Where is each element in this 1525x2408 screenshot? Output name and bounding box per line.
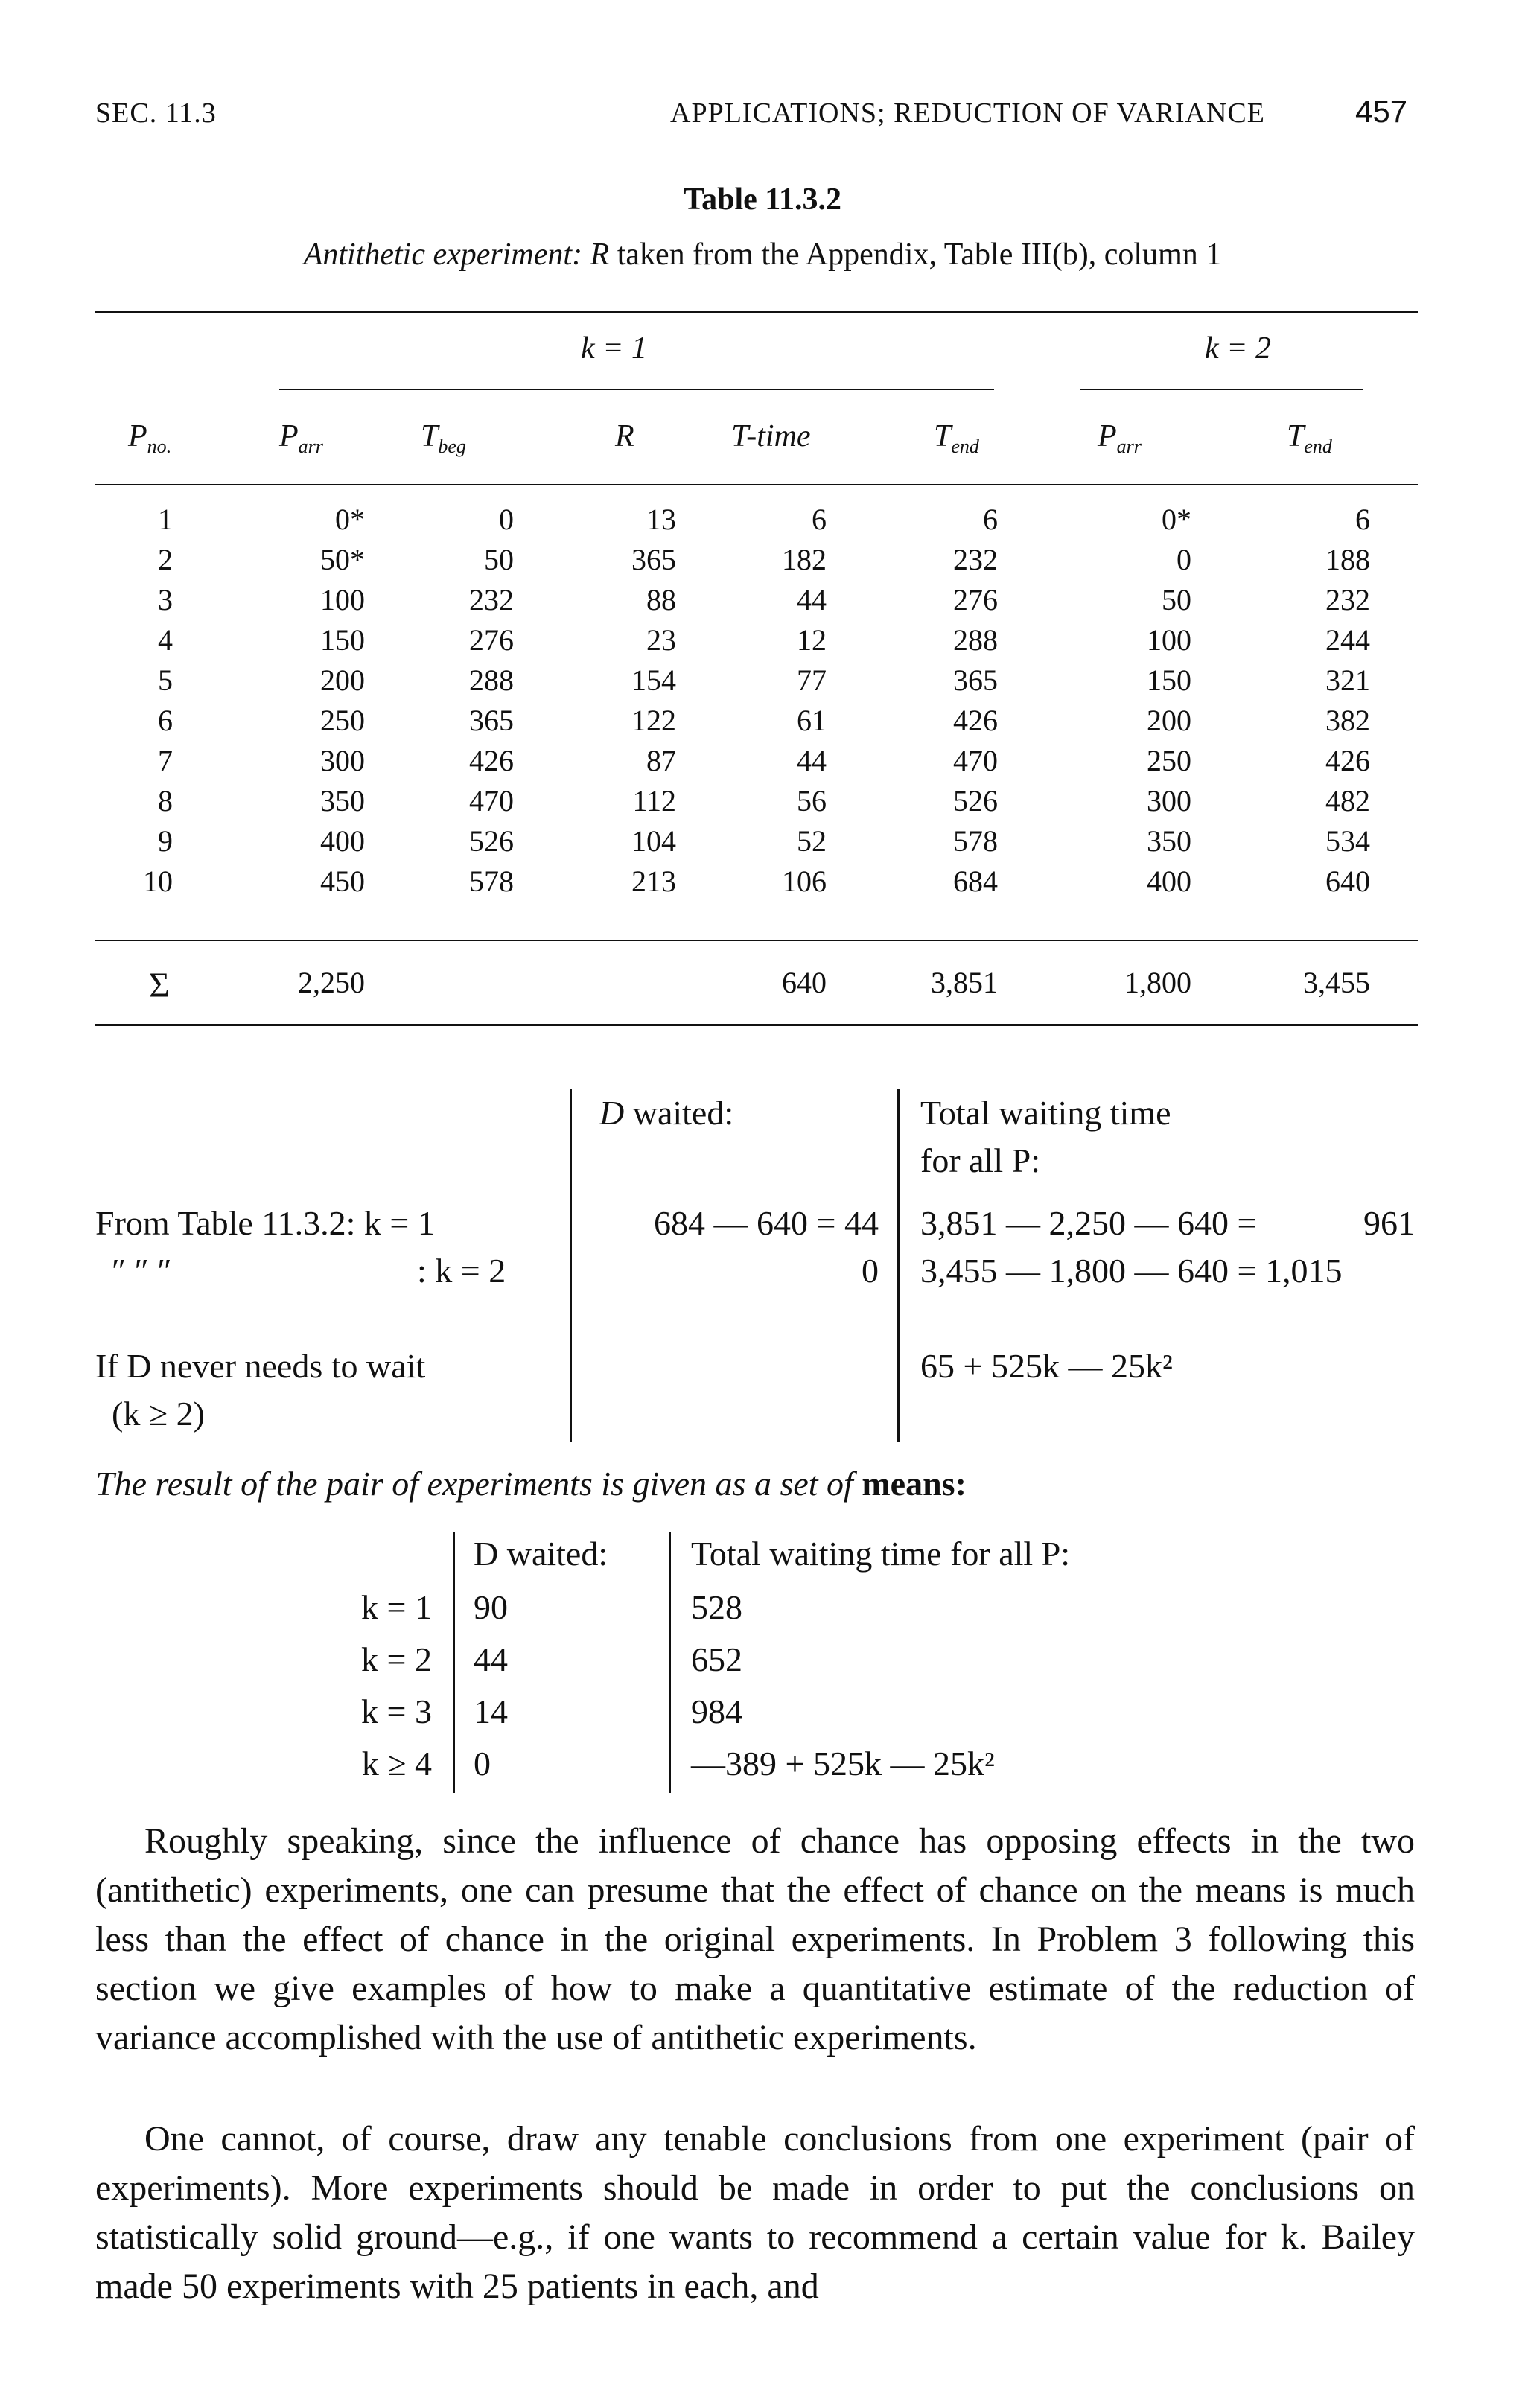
col-header-tend: $T_{end}$ — [934, 419, 979, 458]
means-k-label: k ≥ 4 — [361, 1745, 432, 1783]
table-cell: 106 — [782, 864, 827, 898]
table-cell: 400 — [1147, 864, 1191, 898]
table-top-rule — [95, 311, 1418, 313]
table-cell: 6 — [812, 503, 827, 536]
table-cell: 321 — [1325, 663, 1370, 697]
k1-group-rule — [279, 389, 994, 390]
table-cell: 2 — [158, 543, 173, 576]
table-cell: 526 — [953, 784, 998, 818]
means-total-header: Total waiting time for all P: — [691, 1535, 1071, 1573]
table-cell: 276 — [469, 623, 514, 657]
table-cell: 300 — [320, 744, 365, 777]
table-cell: 382 — [1325, 704, 1370, 737]
table-cell: 482 — [1325, 784, 1370, 818]
table-cell: 3 — [158, 583, 173, 617]
means-divider-1 — [453, 1532, 455, 1793]
paragraph-1: Roughly speaking, since the influence of chance has opposing effects in the two (antithetic) experiments, one can presume that the effect of chance on the means is much less than the effect of chance in the original experiments. In Problem 3 following this section we give examples of how to make a quantitative estimate of the reduction of variance accomplished with the use of antithetic experiments. — [95, 1821, 1415, 2057]
means-d-value: 14 — [474, 1692, 508, 1730]
table-cell: 13 — [646, 503, 676, 536]
col-header-ttime: T-time — [731, 419, 811, 453]
table-cell: 6 — [983, 503, 998, 536]
means-total-value: —389 + 525k — 25k² — [691, 1745, 995, 1783]
table-cell: 112 — [632, 784, 676, 818]
table-cell: 288 — [469, 663, 514, 697]
table-cell: 87 — [646, 744, 676, 777]
table-cell: 9 — [158, 824, 173, 858]
table-cell: 365 — [953, 663, 998, 697]
table-cell: 400 — [320, 824, 365, 858]
means-total-value: 652 — [691, 1640, 742, 1678]
group-header-k1: k = 1 — [581, 331, 647, 366]
table-cell: 534 — [1325, 824, 1370, 858]
group-header-k2: k = 2 — [1205, 331, 1271, 366]
table-cell: 232 — [953, 543, 998, 576]
means-d-value: 90 — [474, 1588, 508, 1626]
k2-group-rule — [1080, 389, 1363, 390]
table-cell: 182 — [782, 543, 827, 576]
table-caption: Antithetic experiment: R taken from the Appendix, Table III(b), column 1 — [303, 238, 1222, 272]
comparison-divider-2 — [897, 1089, 900, 1442]
table-cell: 61 — [797, 704, 827, 737]
sum-parr: 2,250 — [298, 966, 365, 999]
total-header-line1: Total waiting time — [920, 1094, 1171, 1132]
col-header-tend-k2: $T_{end}$ — [1287, 419, 1332, 458]
table-cell: 188 — [1325, 543, 1370, 576]
table-cell: 365 — [469, 704, 514, 737]
table-cell: 50* — [320, 543, 365, 576]
table-cell: 684 — [953, 864, 998, 898]
table-cell: 250 — [1147, 744, 1191, 777]
col-header-pno: $P_{no.}$ — [128, 419, 172, 458]
page-number: 457 — [1355, 94, 1408, 129]
table-cell: 200 — [320, 663, 365, 697]
table-cell: 6 — [158, 704, 173, 737]
comparison-row2-total: 3,455 — 1,800 — 640 = 1,015 — [920, 1252, 1343, 1290]
means-d-value: 44 — [474, 1640, 508, 1678]
means-d-header: D waited: — [474, 1535, 608, 1573]
table-cell: 276 — [953, 583, 998, 617]
sum-ttime: 640 — [782, 966, 827, 999]
table-cell: 1 — [158, 503, 173, 536]
table-cell: 100 — [1147, 623, 1191, 657]
comparison-row1-d: 684 — 640 = 44 — [654, 1204, 879, 1242]
means-k-label: k = 2 — [361, 1640, 432, 1678]
col-header-parr-k2: $P_{arr}$ — [1098, 419, 1142, 458]
table-cell: 44 — [797, 744, 827, 777]
table-cell: 526 — [469, 824, 514, 858]
table-cell: 578 — [469, 864, 514, 898]
comparison-row1-total: 3,851 — 2,250 — 640 = — [920, 1204, 1257, 1242]
table-bottom-rule — [95, 1024, 1418, 1026]
ditto-marks: ″ ″ ″ — [112, 1252, 172, 1290]
means-d-value: 0 — [474, 1745, 491, 1783]
table-cell: 122 — [631, 704, 676, 737]
table-cell: 250 — [320, 704, 365, 737]
table-cell: 350 — [1147, 824, 1191, 858]
table-cell: 300 — [1147, 784, 1191, 818]
table-cell: 350 — [320, 784, 365, 818]
table-cell: 200 — [1147, 704, 1191, 737]
table-cell: 44 — [797, 583, 827, 617]
comparison-row3-label-line1: If D never needs to wait — [95, 1347, 426, 1385]
table-cell: 52 — [797, 824, 827, 858]
table-cell: 232 — [469, 583, 514, 617]
table-cell: 8 — [158, 784, 173, 818]
table-cell: 450 — [320, 864, 365, 898]
sum-tend: 3,851 — [931, 966, 998, 999]
table-cell: 0 — [499, 503, 514, 536]
header-bottom-rule — [95, 484, 1418, 485]
sum-parr-k2: 1,800 — [1124, 966, 1191, 999]
table-cell: 4 — [158, 623, 173, 657]
table-cell: 100 — [320, 583, 365, 617]
col-header-tbeg: $T_{beg}$ — [421, 419, 466, 458]
table-cell: 470 — [469, 784, 514, 818]
table-cell: 5 — [158, 663, 173, 697]
means-total-value: 984 — [691, 1692, 742, 1730]
table-cell: 7 — [158, 744, 173, 777]
comparison-row3-label-line2: (k ≥ 2) — [112, 1395, 205, 1433]
means-k-label: k = 3 — [361, 1692, 432, 1730]
running-title: APPLICATIONS; REDUCTION OF VARIANCE — [670, 98, 1265, 129]
table-cell: 426 — [469, 744, 514, 777]
table-cell: 77 — [797, 663, 827, 697]
table-cell: 12 — [797, 623, 827, 657]
body-bottom-rule — [95, 940, 1418, 941]
sum-symbol: Σ — [149, 966, 170, 1005]
sum-tend-k2: 3,455 — [1303, 966, 1370, 999]
table-cell: 10 — [143, 864, 173, 898]
table-cell: 0 — [1177, 543, 1191, 576]
table-cell: 50 — [1162, 583, 1191, 617]
table-cell: 0* — [335, 503, 365, 536]
table-cell: 426 — [953, 704, 998, 737]
result-line: The result of the pair of experiments is given as a set of means: — [95, 1465, 967, 1503]
table-cell: 150 — [1147, 663, 1191, 697]
col-header-r: R — [615, 419, 634, 453]
table-cell: 426 — [1325, 744, 1370, 777]
comparison-row2-d: 0 — [862, 1252, 879, 1290]
table-cell: 640 — [1325, 864, 1370, 898]
paragraph-2: One cannot, of course, draw any tenable conclusions from one experiment (pair of experiments). More experiments should be made in order to put the conclusions on statistically solid ground—e.g., if one wants to recommend a certain value for k. Bailey made 50 experiments with 25 patients in each, and — [95, 2119, 1415, 2306]
means-total-value: 528 — [691, 1588, 742, 1626]
table-cell: 104 — [631, 824, 676, 858]
col-header-parr: $P_{arr}$ — [279, 419, 323, 458]
comparison-divider-1 — [570, 1089, 572, 1442]
table-title: Table 11.3.2 — [683, 182, 841, 217]
comparison-row1-label: From Table 11.3.2: k = 1 — [95, 1204, 435, 1242]
table-cell: 50 — [484, 543, 514, 576]
table-cell: 365 — [631, 543, 676, 576]
d-waited-header: D waited: — [599, 1094, 734, 1132]
means-divider-2 — [669, 1532, 671, 1793]
table-cell: 213 — [631, 864, 676, 898]
comparison-row1-total-value: 961 — [1363, 1204, 1415, 1242]
section-label: SEC. 11.3 — [95, 98, 217, 129]
table-cell: 150 — [320, 623, 365, 657]
table-cell: 232 — [1325, 583, 1370, 617]
means-k-label: k = 1 — [361, 1588, 432, 1626]
table-cell: 23 — [646, 623, 676, 657]
table-cell: 56 — [797, 784, 827, 818]
table-cell: 0* — [1162, 503, 1191, 536]
comparison-row3-total: 65 + 525k — 25k² — [920, 1347, 1173, 1385]
comparison-row2-label: : k = 2 — [417, 1252, 506, 1290]
table-cell: 288 — [953, 623, 998, 657]
total-header-line2: for all P: — [920, 1141, 1040, 1179]
table-cell: 470 — [953, 744, 998, 777]
table-cell: 6 — [1355, 503, 1370, 536]
table-cell: 244 — [1325, 623, 1370, 657]
table-cell: 88 — [646, 583, 676, 617]
table-cell: 154 — [631, 663, 676, 697]
table-cell: 578 — [953, 824, 998, 858]
